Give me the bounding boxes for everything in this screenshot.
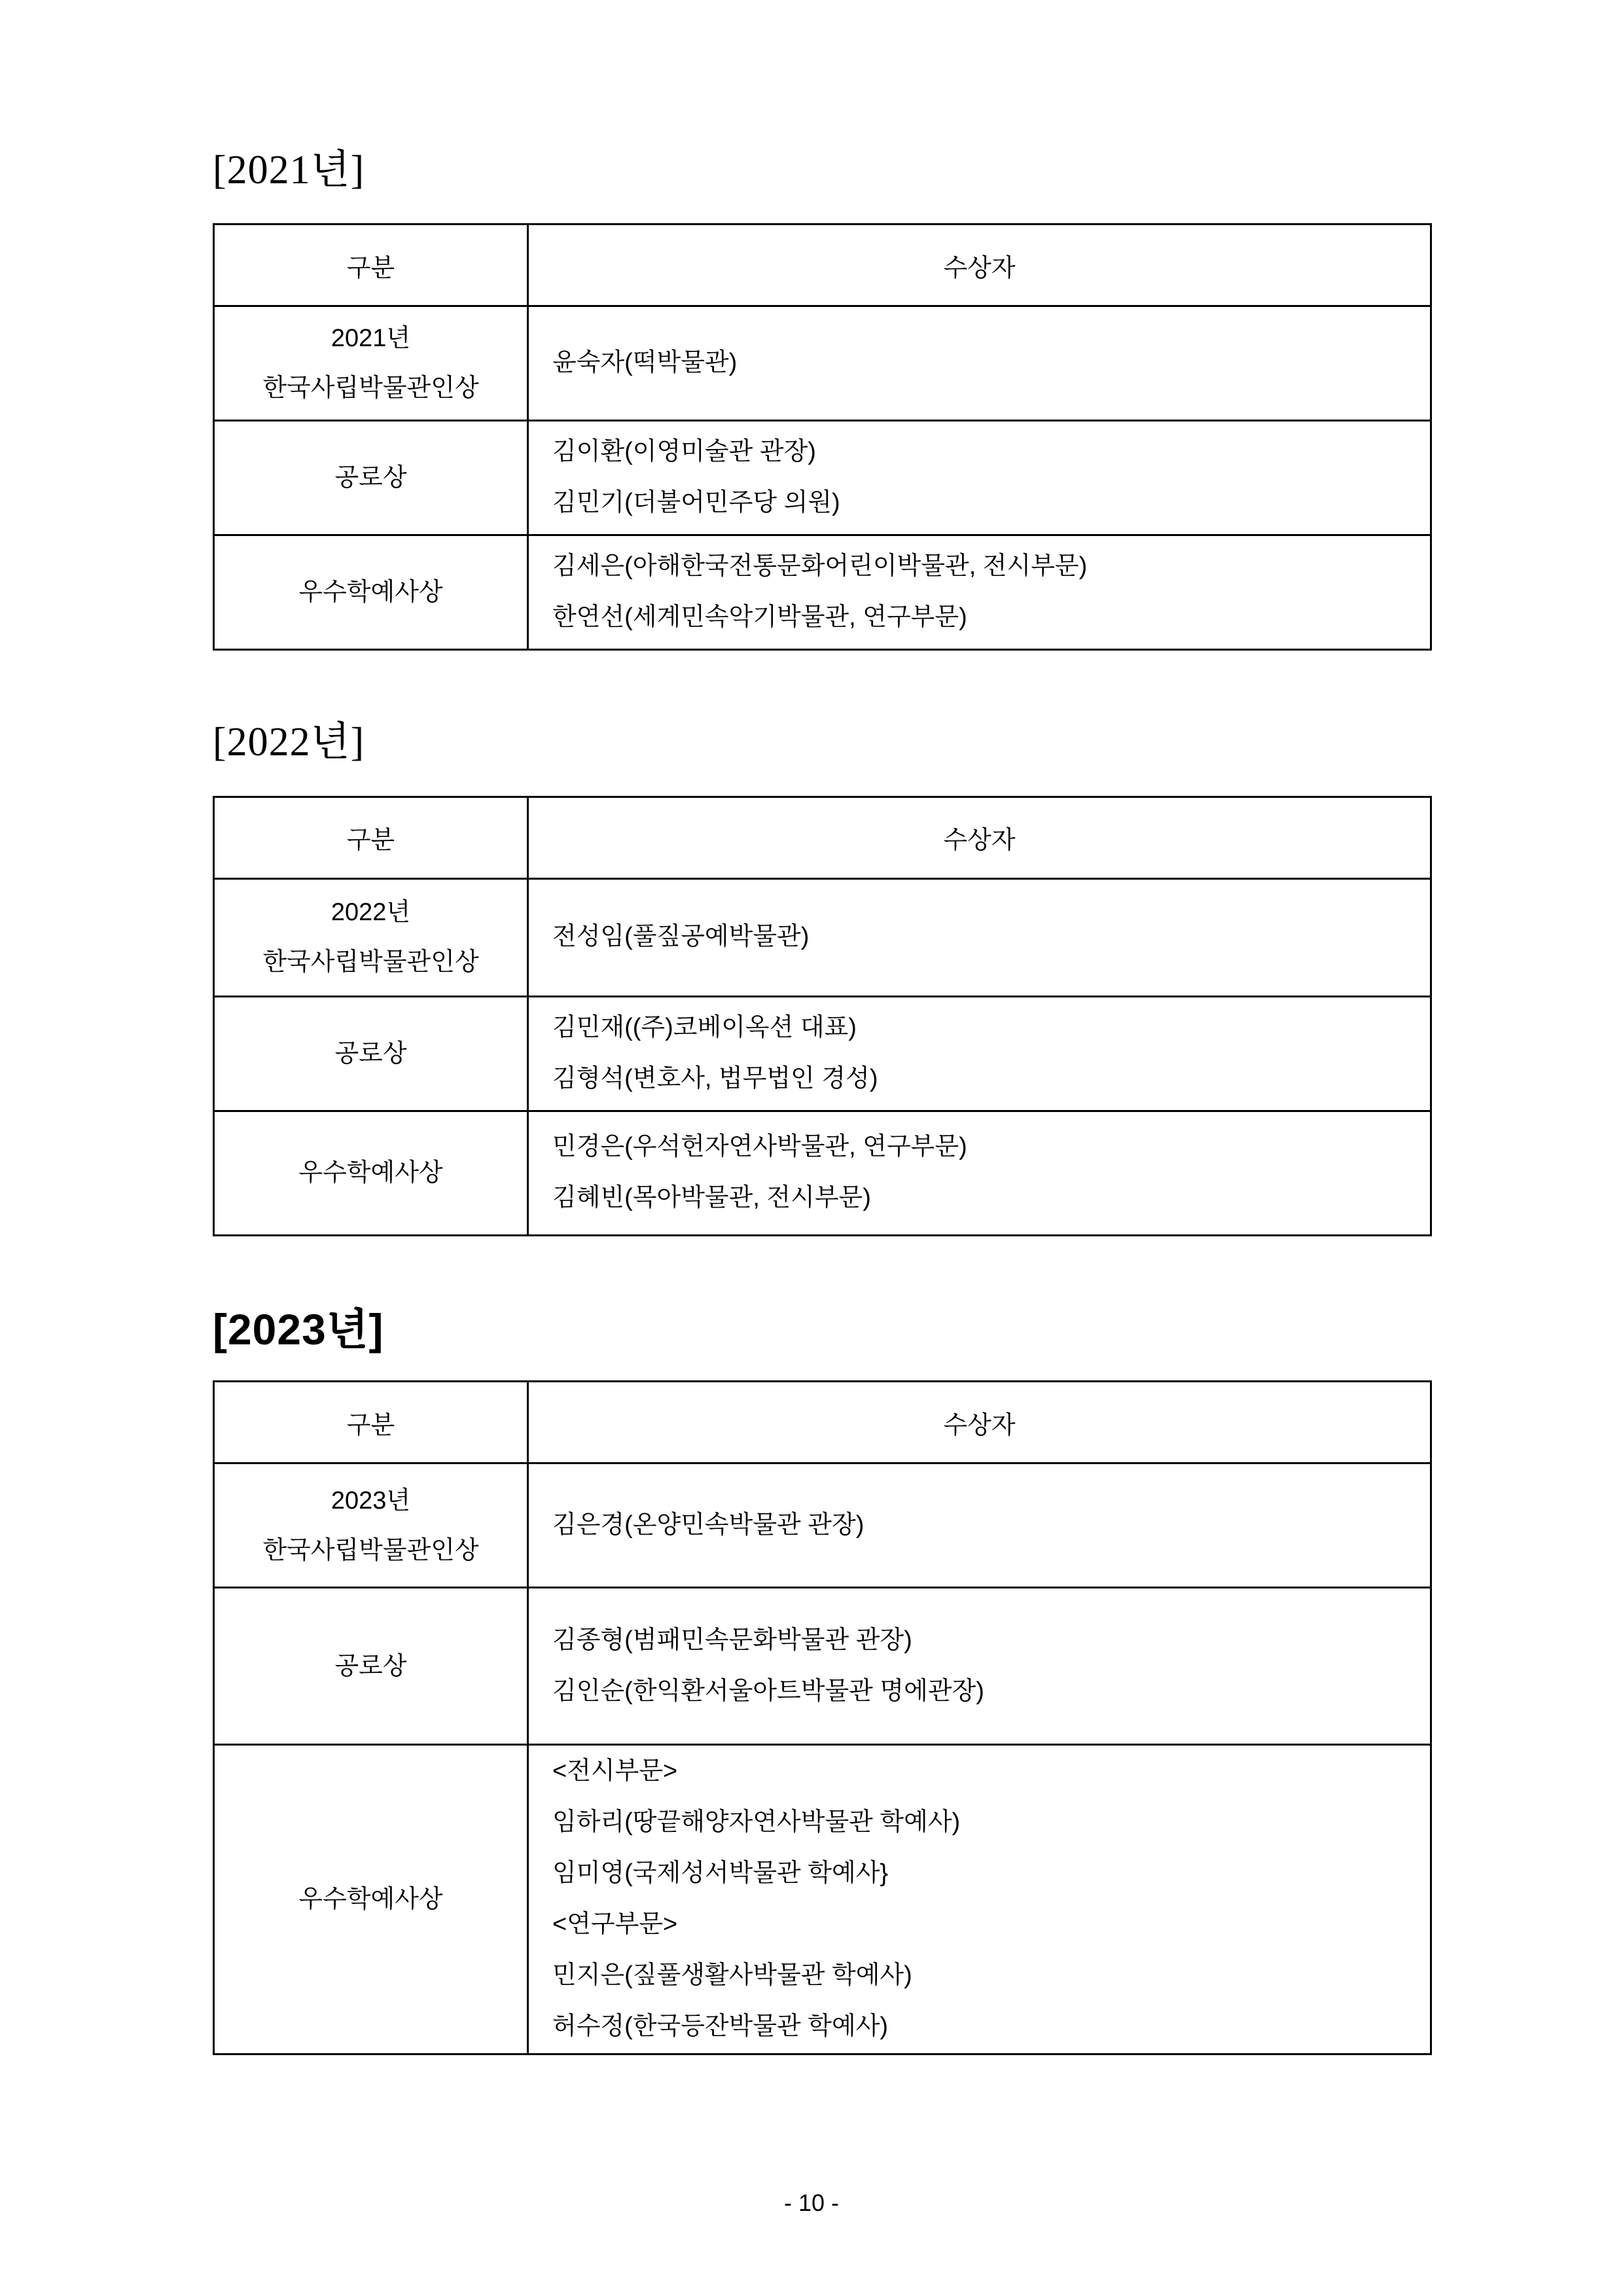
winner-line: 김민재((주)코베이옥션 대표)	[552, 1013, 857, 1041]
table-row	[214, 1463, 1431, 1588]
table-row	[214, 421, 1431, 535]
winner-line: 한연선(세계민속악기박물관, 연구부문)	[552, 603, 967, 632]
section-title-2022: [2022년]	[213, 720, 365, 765]
column-header-winner: 수상자	[528, 1382, 1431, 1463]
category-cell	[214, 996, 528, 1111]
table-header-row	[214, 797, 1431, 878]
table-header-row	[214, 1382, 1431, 1463]
column-header-category: 구분	[214, 224, 528, 306]
category-cell	[214, 421, 528, 535]
category-line: 2022년	[330, 899, 411, 927]
table-row	[214, 1111, 1431, 1235]
winner-cell	[528, 1745, 1431, 2054]
section-title-2023: [2023년]	[213, 1304, 384, 1354]
awards-table-2023	[213, 1380, 1432, 2054]
table-row	[214, 306, 1431, 421]
winner-line: 임미영(국제성서박물관 학예사}	[552, 1859, 889, 1888]
winner-cell	[528, 421, 1431, 535]
winner-line: 김형석(변호사, 법무법인 경성)	[552, 1064, 878, 1092]
awards-table-2022	[213, 796, 1432, 1236]
winner-line: 김종형(범패민속문화박물관 관장)	[552, 1626, 912, 1655]
winner-line: <전시부문>	[552, 1757, 678, 1785]
winner-cell	[528, 535, 1431, 650]
winner-line: 김인순(한익환서울아트박물관 명에관장)	[552, 1677, 984, 1705]
winner-cell	[528, 878, 1431, 996]
winner-cell	[528, 306, 1431, 421]
table-header-row	[214, 224, 1431, 306]
category-line: 우수학예사상	[298, 1886, 443, 1914]
table-row	[214, 535, 1431, 650]
page-number: - 10 -	[783, 2189, 840, 2216]
winner-cell	[528, 1111, 1431, 1235]
category-line: 공로상	[334, 1039, 407, 1067]
winner-cell	[528, 996, 1431, 1111]
winner-cell	[528, 1463, 1431, 1588]
category-line: 우수학예사상	[298, 579, 443, 607]
category-cell	[214, 535, 528, 650]
winner-line: 윤숙자(떡박물관)	[552, 349, 738, 377]
column-header-category: 구분	[214, 797, 528, 878]
category-line: 2021년	[330, 325, 411, 353]
winner-line: 김세은(아해한국전통문화어린이박물관, 전시부문)	[552, 552, 1088, 581]
category-line: 한국사립박물관인상	[262, 1536, 479, 1564]
category-cell	[214, 1588, 528, 1745]
section-2022	[213, 719, 1623, 1236]
category-line: 한국사립박물관인상	[262, 374, 479, 403]
winner-line: <연구부문>	[552, 1910, 678, 1939]
category-line: 공로상	[334, 1652, 407, 1680]
winner-line: 전성임(풀짚공예박물관)	[552, 923, 810, 951]
category-line: 공로상	[334, 464, 407, 492]
category-cell	[214, 306, 528, 421]
table-row	[214, 996, 1431, 1111]
category-cell	[214, 1463, 528, 1588]
column-header-winner: 수상자	[528, 797, 1431, 878]
table-row	[214, 878, 1431, 996]
column-header-category: 구분	[214, 1382, 528, 1463]
category-line: 우수학예사상	[298, 1159, 443, 1187]
winner-line: 김이환(이영미술관 관장)	[552, 438, 816, 466]
column-header-winner: 수상자	[528, 224, 1431, 306]
winner-cell	[528, 1588, 1431, 1745]
category-line: 한국사립박물관인상	[262, 948, 479, 977]
category-line: 2023년	[330, 1486, 411, 1515]
awards-table-2021	[213, 223, 1432, 651]
winner-line: 김혜빈(목아박물관, 전시부문)	[552, 1184, 871, 1212]
winner-line: 임하리(땅끝해양자연사박물관 학예사)	[552, 1808, 961, 1837]
winner-line: 김은경(온양민속박물관 관장)	[552, 1511, 865, 1539]
winner-line: 민경은(우석헌자연사박물관, 연구부문)	[552, 1133, 967, 1161]
winner-line: 허수정(한국등잔박물관 학예사)	[552, 2012, 889, 2040]
category-cell	[214, 1111, 528, 1235]
category-cell	[214, 1745, 528, 2054]
section-2023	[213, 1305, 1623, 2055]
table-row	[214, 1745, 1431, 2054]
section-2021	[213, 147, 1623, 651]
category-cell	[214, 878, 528, 996]
winner-line: 김민기(더불어민주당 의원)	[552, 489, 840, 517]
table-row	[214, 1588, 1431, 1745]
section-title-2021: [2021년]	[213, 148, 365, 192]
winner-line: 민지은(짚풀생활사박물관 학예사)	[552, 1962, 912, 1990]
